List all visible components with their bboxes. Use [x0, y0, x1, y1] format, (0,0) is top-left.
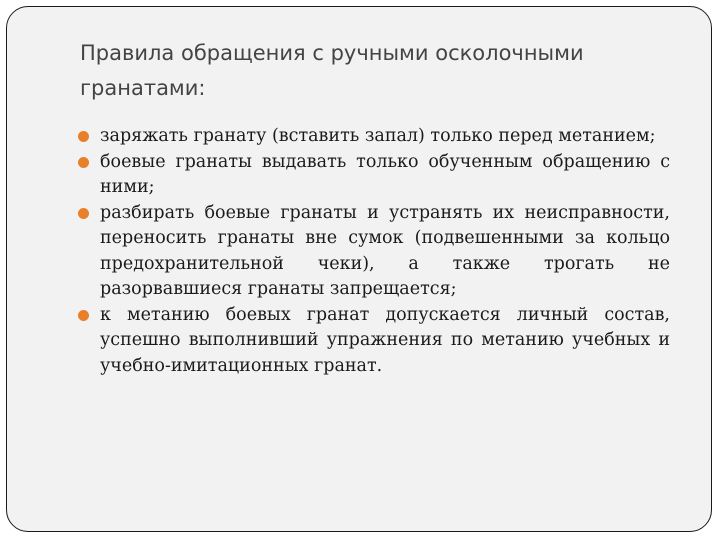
- list-item: [78, 124, 670, 150]
- slide-title: Правила обращения с ручными осколочными гранатами:: [80, 41, 584, 100]
- bullet-list: [78, 124, 670, 379]
- bullet-dot-icon: [78, 131, 89, 142]
- list-item: [78, 303, 670, 380]
- list-item: [78, 150, 670, 201]
- bullet-dot-icon: [78, 208, 89, 219]
- bullet-dot-icon: [78, 157, 89, 168]
- bullet-text: боевые гранаты выдавать только обученным обращению с ними;: [100, 151, 670, 197]
- bullet-dot-icon: [78, 310, 89, 321]
- bullet-text: к метанию боевых гранат допускается личный состав, успешно выполнивший упражнения по метанию учебных и учебно-имитационных гранат.: [100, 304, 670, 376]
- list-item: [78, 201, 670, 303]
- bullet-text: разбирать боевые гранаты и устранять их неисправности, переносить гранаты вне сумок (подвешенными за кольцо предохранительной чеки), а также трогать не разорвавшиеся гранаты запрещается;: [100, 202, 670, 299]
- bullet-text: заряжать гранату (вставить запал) только перед метанием;: [100, 126, 656, 146]
